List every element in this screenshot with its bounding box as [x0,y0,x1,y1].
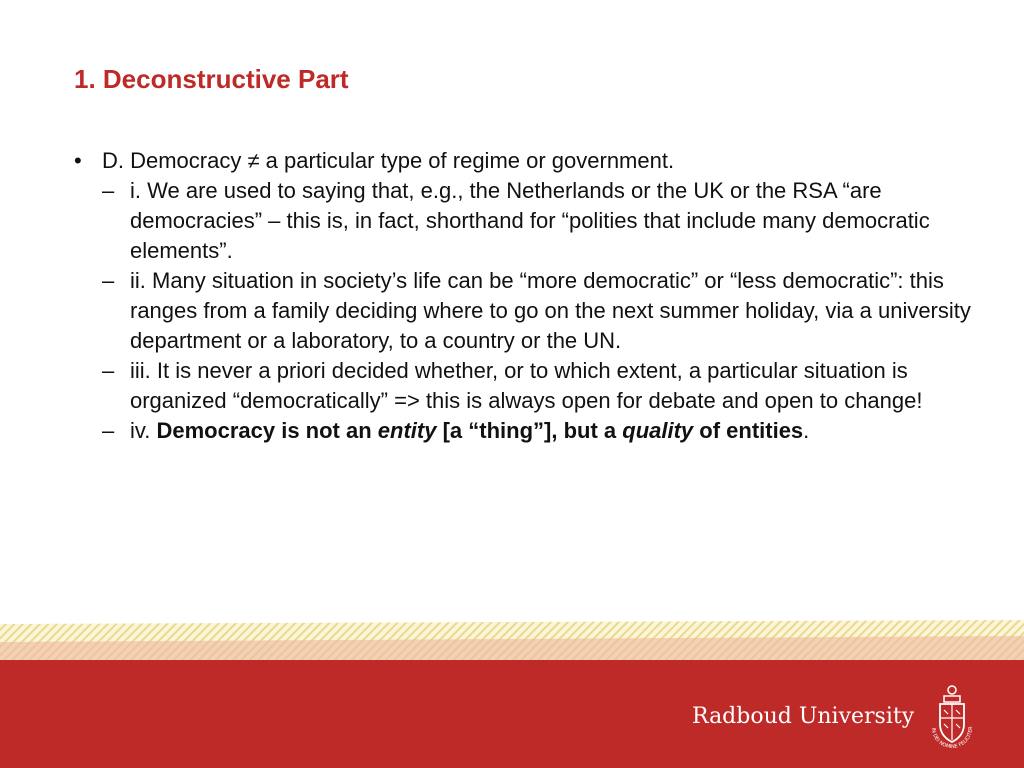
dash-marker: – [102,268,115,293]
emphasis-text: [a “thing”], but a [436,418,623,443]
emphasis-italic-entity: entity [377,418,437,443]
sub-item-suffix: . [803,418,810,443]
sub-item-prefix: iv. [130,418,157,443]
dash-marker: – [102,358,115,383]
bullet-item [74,146,974,176]
sub-item-text: ii. Many situation in society’s life can be “more democratic” or “less democratic”: this ranges from a family deciding where to go on the next summer holiday, via a university department or a laboratory, to a country or the UN. [130,268,971,353]
dash-marker: – [102,178,115,203]
sub-item-text: i. We are used to saying that, e.g., the Netherlands or the UK or the RSA “are democracies” – this is, in fact, shorthand for “polities that include many democratic elements”. [130,178,930,263]
sub-item-ii [74,266,974,356]
bullet-marker: • [74,148,82,173]
slide-title: 1. Deconstructive Part [74,64,349,94]
bullet-text: D. Democracy ≠ a particular type of regime or government. [102,148,675,173]
sub-item-i [74,176,974,266]
seal-motto: IN DEI NOMINE FELICITER [929,726,975,751]
university-name: Radboud University [692,704,915,729]
sub-item-text: iii. It is never a priori decided whether, or to which extent, a particular situation is organized “democratically” => this is always open for debate and open to change! [130,358,923,413]
emphasis-text: Democracy is not an [156,418,378,443]
emphasis-text: of entities [693,418,804,443]
radboud-seal-icon [924,682,980,752]
sub-item-iii [74,356,974,416]
slide-content [74,146,974,446]
sub-item-iv [74,416,974,446]
emphasis-italic-quality: quality [622,418,694,443]
dash-marker: – [102,418,115,443]
